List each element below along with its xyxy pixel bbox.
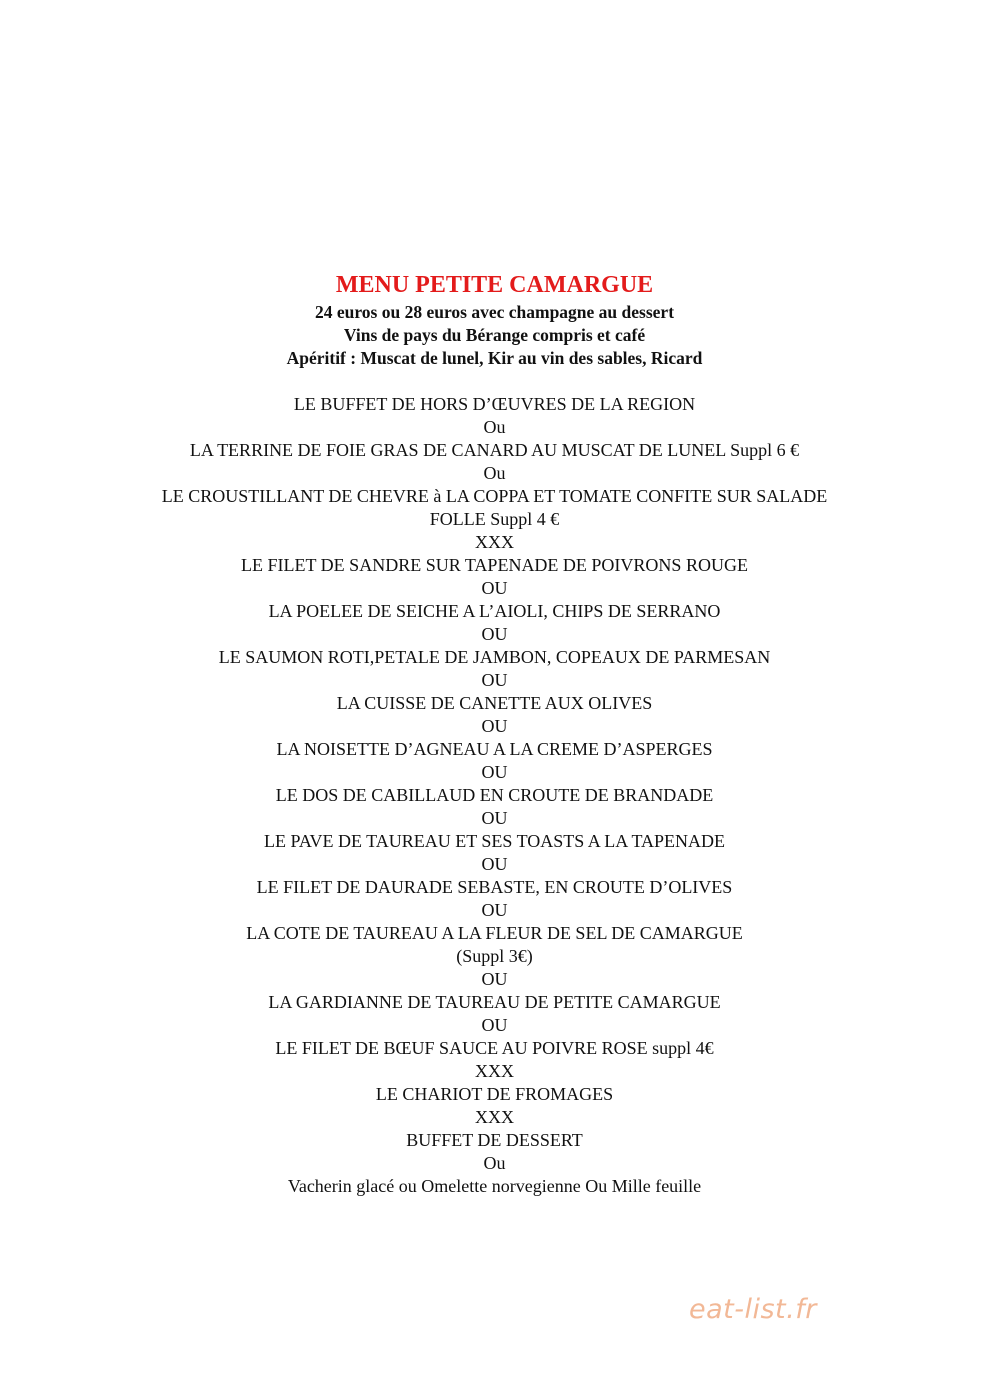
watermark: eat-list.fr [689, 1294, 817, 1325]
wine-line: Vins de pays du Bérange compris et café [343, 325, 646, 345]
menu-line: OU [481, 716, 508, 736]
menu-line: LE CHARIOT DE FROMAGES [375, 1084, 614, 1104]
menu-line: LE SAUMON ROTI,PETALE DE JAMBON, COPEAUX DE PARMESAN [218, 647, 771, 667]
menu-line: OU [481, 1015, 508, 1035]
menu-line: LE FILET DE SANDRE SUR TAPENADE DE POIVRONS ROUGE [241, 555, 748, 575]
menu-line: OU [481, 670, 508, 690]
menu-line: LE PAVE DE TAUREAU ET SES TOASTS A LA TAPENADE [263, 831, 726, 851]
menu-line: (Suppl 3€) [456, 946, 533, 966]
menu-line: LA COTE DE TAUREAU A LA FLEUR DE SEL DE CAMARGUE [246, 923, 743, 943]
menu-line: LE FILET DE BŒUF SAUCE AU POIVRE ROSE suppl 4€ [275, 1038, 714, 1058]
menu-line: FOLLE Suppl 4 € [429, 509, 560, 529]
menu-line: LA GARDIANNE DE TAUREAU DE PETITE CAMARGUE [268, 992, 721, 1012]
menu-line: Vacherin glacé ou Omelette norvegienne Ou Mille feuille [287, 1176, 702, 1196]
menu-line: OU [481, 578, 508, 598]
menu-line: LA NOISETTE D’AGNEAU A LA CREME D’ASPERGES [276, 739, 713, 759]
menu-line: LE DOS DE CABILLAUD EN CROUTE DE BRANDADE [275, 785, 714, 805]
menu-line: LE CROUSTILLANT DE CHEVRE à LA COPPA ET TOMATE CONFITE SUR SALADE [161, 486, 828, 506]
menu-line: LE BUFFET DE HORS D’ŒUVRES DE LA REGION [293, 394, 696, 414]
menu-line: Ou [483, 463, 506, 483]
menu-line: OU [481, 808, 508, 828]
menu-line: OU [481, 762, 508, 782]
menu-line: XXX [475, 1107, 514, 1127]
menu-line: OU [481, 624, 508, 644]
menu-line: LA POELEE DE SEICHE A L’AIOLI, CHIPS DE SERRANO [268, 601, 721, 621]
menu-line: Ou [483, 417, 506, 437]
menu-line: BUFFET DE DESSERT [406, 1130, 583, 1150]
menu-line: LA CUISSE DE CANETTE AUX OLIVES [336, 693, 653, 713]
menu-line: OU [481, 854, 508, 874]
menu-line: OU [481, 900, 508, 920]
aperitif-line: Apéritif : Muscat de lunel, Kir au vin des sables, Ricard [286, 348, 703, 368]
menu-title: MENU PETITE CAMARGUE [335, 272, 654, 298]
menu-body [0, 393, 989, 1198]
menu-line: XXX [475, 532, 514, 552]
menu-line: XXX [475, 1061, 514, 1081]
menu-line: OU [481, 969, 508, 989]
menu-line: LE FILET DE DAURADE SEBASTE, EN CROUTE D’OLIVES [256, 877, 733, 897]
menu-line: LA TERRINE DE FOIE GRAS DE CANARD AU MUSCAT DE LUNEL Suppl 6 € [189, 440, 800, 460]
price-line: 24 euros ou 28 euros avec champagne au dessert [314, 302, 675, 322]
menu-line: Ou [483, 1153, 506, 1173]
